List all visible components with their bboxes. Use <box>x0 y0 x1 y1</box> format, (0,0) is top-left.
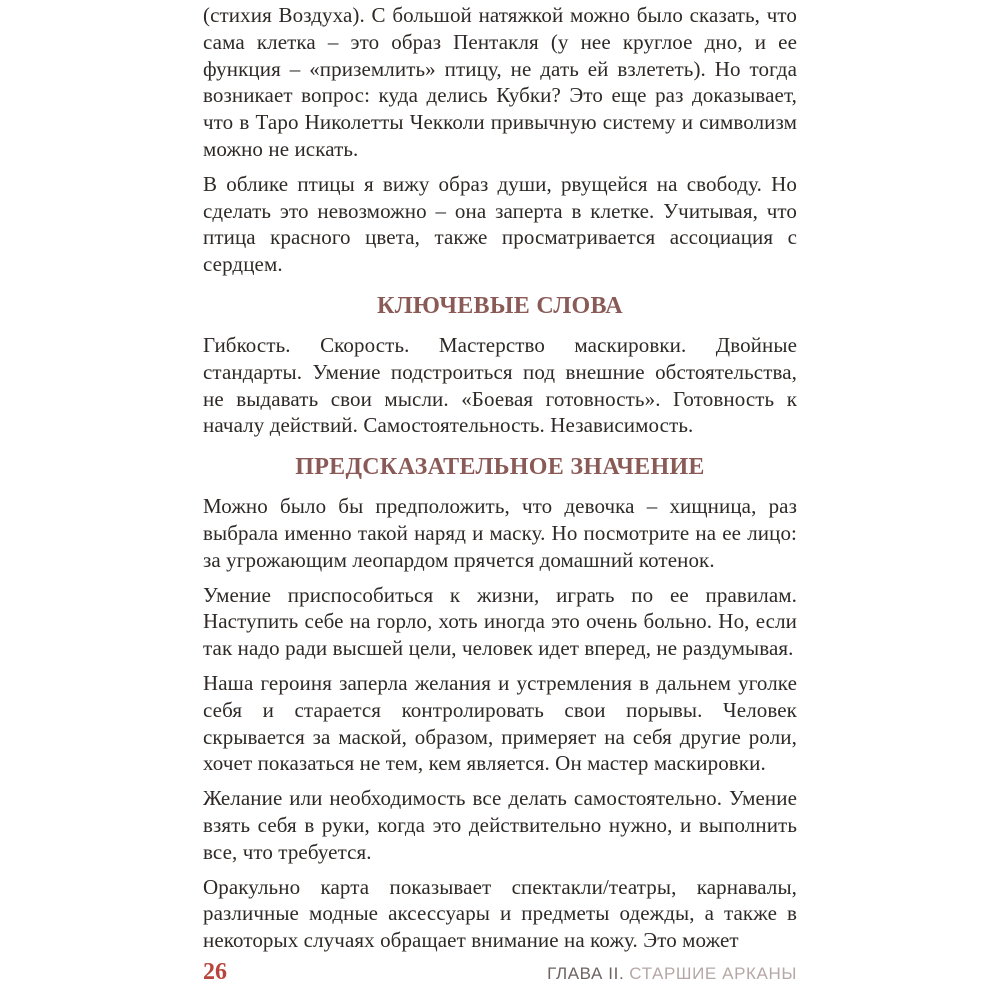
body-paragraph: Гибкость. Скорость. Мастерство маскировки. Двойные стандарты. Умение подстроиться под внешние обстоятельства, не выдавать свои мысли. «Боевая готовность». Готовность к началу действий. Самостоятельность. Независимость. <box>203 332 797 438</box>
body-paragraph: В облике птицы я вижу образ души, рвущейся на свободу. Но сделать это невозможно – она заперта в клетке. Учитывая, что птица красного цвета, также просматривается ассоциация с сердцем. <box>203 171 797 277</box>
body-paragraph: Наша героиня заперла желания и устремления в дальнем уголке себя и старается контролировать свои порывы. Человек скрывается за маской, образом, примеряет на себя другие роли, хочет показаться не тем, кем является. Он мастер маскировки. <box>203 670 797 776</box>
body-paragraph: (стихия Воздуха). С большой натяжкой можно было сказать, что сама клетка – это образ Пентакля (у нее круглое дно, и ее функция – «приземлить» птицу, не дать ей взлететь). Но тогда возникает вопрос: куда делись Кубки? Это еще раз доказывает, что в Таро Николетты Чекколи привычную систему и символизм можно не искать. <box>203 3 797 161</box>
chapter-label: ГЛАВА II. <box>547 964 625 983</box>
body-paragraph: Желание или необходимость все делать самостоятельно. Умение взять себя в руки, когда это действительно нужно, и выполнить все, что требуется. <box>203 786 797 864</box>
body-paragraph: Оракульно карта показывает спектакли/театры, карнавалы, различные модные аксессуары и предметы одежды, а также в некоторых случаях обращает внимание на кожу. Это может <box>203 874 797 953</box>
page-content <box>203 0 797 962</box>
chapter-title: СТАРШИЕ АРКАНЫ <box>629 964 797 983</box>
page-footer <box>203 959 797 986</box>
body-paragraph: Умение приспособиться к жизни, играть по ее правилам. Наступить себе на горло, хоть иногда это очень больно. Но, если так надо ради высшей цели, человек идет вперед, не раздумывая. <box>203 582 797 661</box>
section-heading-predictive-meaning: ПРЕДСКАЗАТЕЛЬНОЕ ЗНАЧЕНИЕ <box>295 454 705 481</box>
body-paragraph: Можно было бы предположить, что девочка – хищница, раз выбрала именно такой наряд и маску. Но посмотрите на ее лицо: за угрожающим леопардом прячется домашний котенок. <box>203 494 797 572</box>
running-header <box>547 964 797 984</box>
section-heading-keywords: КЛЮЧЕВЫЕ СЛОВА <box>377 292 623 319</box>
page-number: 26 <box>203 959 227 985</box>
